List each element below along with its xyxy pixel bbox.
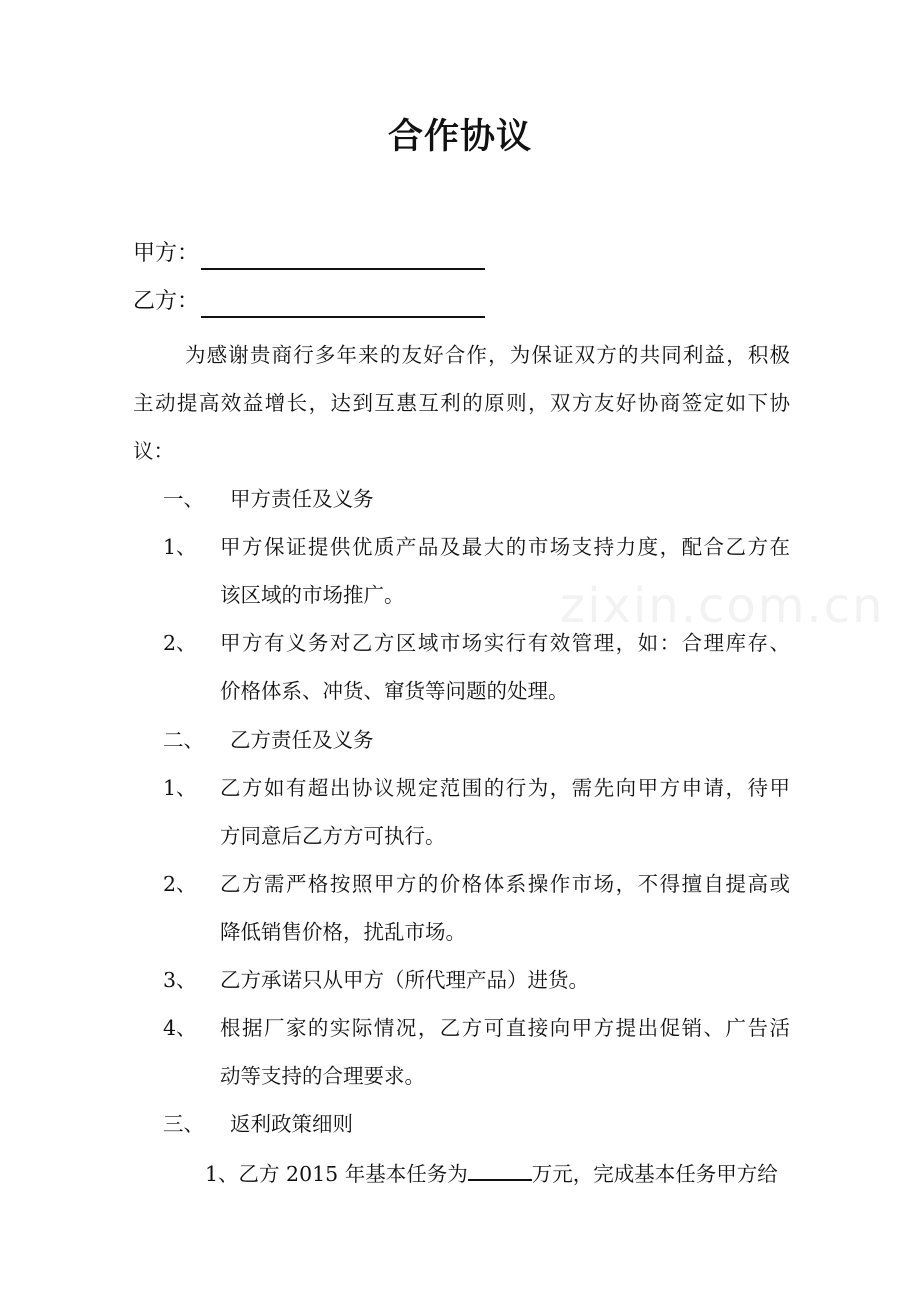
party-b-label: 乙方： — [133, 289, 200, 314]
watermark: zixin.com.cn — [560, 578, 885, 634]
section-3-number: 三、 — [163, 1112, 204, 1136]
s1-item-1-number: 1、 — [163, 535, 197, 559]
s2-item-2-number: 2、 — [163, 872, 197, 896]
s2-item-4-line-2: 动等支持的合理要求。 — [220, 1064, 425, 1088]
section-1-number: 一、 — [163, 487, 204, 511]
party-a-blank — [201, 244, 485, 270]
s1-item-2-number: 2、 — [163, 631, 197, 655]
intro-line-1: 为感谢贵商行多年来的友好合作，为保证双方的共同利益，积极 — [185, 343, 790, 367]
s3-item-1-suffix: 万元，完成基本任务甲方给 — [531, 1162, 778, 1186]
party-a-label: 甲方： — [133, 241, 200, 266]
s2-item-3-number: 3、 — [163, 968, 197, 992]
section-2-number: 二、 — [163, 728, 204, 752]
s2-item-2-line-2: 降低销售价格，扰乱市场。 — [220, 920, 466, 944]
s2-item-4-line-1: 根据厂家的实际情况，乙方可直接向甲方提出促销、广告活 — [220, 1016, 790, 1040]
s2-item-3-line-1: 乙方承诺只从甲方（所代理产品）进货。 — [220, 968, 589, 992]
intro-line-2: 主动提高效益增长，达到互惠互利的原则，双方友好协商签定如下协 — [133, 391, 790, 415]
s2-item-1-line-2: 方同意后乙方方可执行。 — [220, 824, 446, 848]
s2-item-1-line-1: 乙方如有超出协议规定范围的行为，需先向甲方申请，待甲 — [220, 776, 790, 800]
s1-item-2-line-1: 甲方有义务对乙方区域市场实行有效管理，如：合理库存、 — [220, 631, 790, 655]
document-title: 合作协议 — [387, 116, 532, 157]
section-2-heading: 乙方责任及义务 — [230, 728, 374, 752]
s1-item-1-line-1: 甲方保证提供优质产品及最大的市场支持力度，配合乙方在 — [220, 535, 790, 559]
section-1-heading: 甲方责任及义务 — [230, 487, 374, 511]
s2-item-1-number: 1、 — [163, 776, 197, 800]
amount-blank — [468, 1157, 532, 1181]
party-a-line — [133, 238, 485, 270]
section-3-heading: 返利政策细则 — [230, 1112, 353, 1136]
s2-item-2-line-1: 乙方需严格按照甲方的价格体系操作市场，不得擅自提高或 — [220, 872, 790, 896]
s3-item-1-prefix: 1、乙方 2015 年基本任务为 — [205, 1162, 468, 1186]
s1-item-2-line-2: 价格体系、冲货、窜货等问题的处理。 — [220, 679, 569, 703]
s1-item-1-line-2: 该区域的市场推广。 — [220, 583, 405, 607]
s3-item-1-line — [205, 1157, 778, 1189]
party-b-blank — [201, 292, 485, 318]
intro-line-3: 议： — [133, 439, 174, 463]
party-b-line — [133, 286, 485, 318]
s2-item-4-number: 4、 — [163, 1016, 197, 1040]
